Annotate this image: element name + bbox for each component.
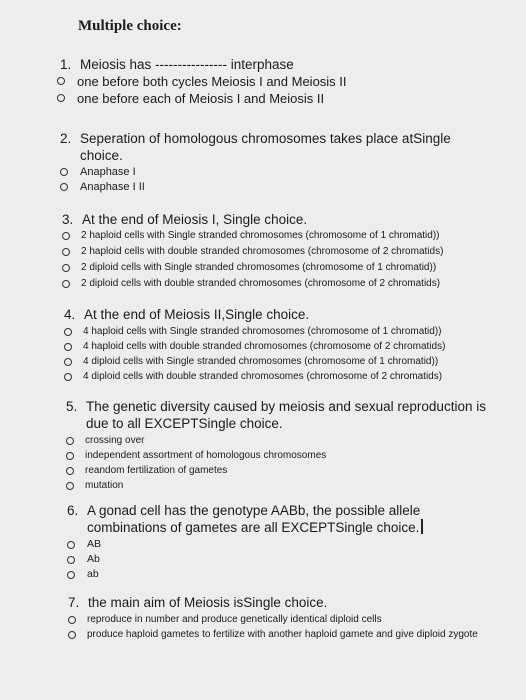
- question-6-stem: [67, 502, 437, 536]
- answer-option[interactable]: [68, 627, 488, 642]
- option-text: mutation: [85, 480, 124, 491]
- question-1-stem: [60, 56, 500, 73]
- radio-bullet-icon[interactable]: [60, 168, 68, 176]
- answer-option[interactable]: [62, 228, 522, 244]
- option-text: Anaphase I: [80, 166, 136, 178]
- question-number: 7.: [68, 595, 80, 610]
- question-4-stem: [64, 306, 522, 323]
- question-number: 2.: [60, 131, 72, 146]
- question-4: [64, 306, 522, 384]
- option-text: 4 haploid cells with double stranded chromosomes (chromosome of 2 chromatids): [83, 341, 446, 352]
- option-text: ab: [87, 568, 99, 580]
- question-5-stem: [66, 398, 498, 432]
- question-text: The genetic diversity caused by meiosis and sexual reproduction is due to all EXCEPTSingle choice.: [86, 399, 486, 431]
- answer-option[interactable]: [66, 478, 498, 493]
- radio-bullet-icon[interactable]: [64, 343, 72, 351]
- question-text: At the end of Meiosis II,Single choice.: [84, 307, 310, 322]
- radio-bullet-icon[interactable]: [66, 437, 74, 445]
- question-number: 5.: [66, 399, 78, 414]
- answer-option[interactable]: [66, 433, 498, 448]
- option-text: 2 haploid cells with Single stranded chromosomes (chromosome of 1 chromatid)): [81, 230, 440, 241]
- radio-bullet-icon[interactable]: [64, 328, 72, 336]
- question-3-stem: [62, 211, 522, 228]
- option-text: Ab: [87, 553, 100, 565]
- question-7-stem: [68, 594, 488, 611]
- option-text: crossing over: [85, 435, 145, 446]
- radio-bullet-icon[interactable]: [57, 77, 65, 85]
- question-3: [62, 211, 522, 292]
- answer-option[interactable]: [60, 165, 470, 180]
- answer-option[interactable]: [62, 260, 522, 276]
- radio-bullet-icon[interactable]: [62, 264, 70, 272]
- option-text: 2 diploid cells with double stranded chromosomes (chromosome of 2 chromatids): [81, 278, 441, 289]
- question-7: [68, 594, 488, 642]
- radio-bullet-icon[interactable]: [62, 232, 70, 240]
- answer-option[interactable]: [66, 448, 498, 463]
- answer-option[interactable]: [67, 552, 437, 567]
- answer-option[interactable]: [64, 324, 522, 339]
- radio-bullet-icon[interactable]: [60, 183, 68, 191]
- option-text: independent assortment of homologous chromosomes: [85, 450, 327, 461]
- radio-bullet-icon[interactable]: [62, 280, 70, 288]
- radio-bullet-icon[interactable]: [68, 616, 76, 624]
- option-text: one before each of Meiosis I and Meiosis II: [77, 91, 325, 106]
- question-text: the main aim of Meiosis isSingle choice.: [88, 595, 328, 610]
- option-text: 4 diploid cells with Single stranded chromosomes (chromosome of 1 chromatid)): [83, 356, 439, 367]
- answer-option[interactable]: [57, 90, 500, 107]
- option-text: 4 diploid cells with double stranded chromosomes (chromosome of 2 chromatids): [83, 371, 443, 382]
- option-text: reandom fertilization of gametes: [85, 465, 228, 476]
- question-2: [60, 130, 470, 195]
- answer-option[interactable]: [62, 276, 522, 292]
- page-heading: Multiple choice:: [78, 18, 182, 34]
- option-text: reproduce in number and produce genetically identical diploid cells: [87, 614, 382, 625]
- radio-bullet-icon[interactable]: [57, 94, 65, 102]
- question-text: Meiosis has ---------------- interphase: [80, 57, 294, 72]
- option-text: 4 haploid cells with Single stranded chromosomes (chromosome of 1 chromatid)): [83, 326, 442, 337]
- question-5: [66, 398, 498, 493]
- answer-option[interactable]: [67, 537, 437, 552]
- question-text: A gonad cell has the genotype AABb, the possible allele combinations of gametes are all EXCEPTSingle choice.: [87, 503, 421, 535]
- answer-option[interactable]: [64, 339, 522, 354]
- radio-bullet-icon[interactable]: [66, 482, 74, 490]
- answer-option[interactable]: [67, 567, 437, 582]
- answer-option[interactable]: [66, 463, 498, 478]
- option-text: produce haploid gametes to fertilize with another haploid gamete and give diploid zygote: [87, 629, 478, 640]
- answer-option[interactable]: [62, 244, 522, 260]
- answer-option[interactable]: [64, 369, 522, 384]
- radio-bullet-icon[interactable]: [66, 467, 74, 475]
- question-text: Seperation of homologous chromosomes takes place atSingle choice.: [80, 131, 451, 163]
- question-number: 3.: [62, 212, 74, 227]
- radio-bullet-icon[interactable]: [67, 571, 75, 579]
- answer-option[interactable]: [64, 354, 522, 369]
- radio-bullet-icon[interactable]: [67, 556, 75, 564]
- text-cursor: [421, 519, 423, 534]
- radio-bullet-icon[interactable]: [68, 631, 76, 639]
- question-text: At the end of Meiosis I, Single choice.: [82, 212, 308, 227]
- question-1: [60, 56, 500, 107]
- option-text: one before both cycles Meiosis I and Meiosis II: [77, 74, 347, 89]
- answer-option[interactable]: [60, 180, 470, 195]
- radio-bullet-icon[interactable]: [67, 541, 75, 549]
- radio-bullet-icon[interactable]: [64, 373, 72, 381]
- option-text: AB: [87, 538, 102, 550]
- question-number: 6.: [67, 503, 79, 518]
- question-2-stem: [60, 130, 470, 164]
- question-6: [67, 502, 437, 582]
- answer-option[interactable]: [68, 612, 488, 627]
- radio-bullet-icon[interactable]: [62, 248, 70, 256]
- option-text: Anaphase I II: [80, 181, 145, 193]
- radio-bullet-icon[interactable]: [66, 452, 74, 460]
- question-number: 4.: [64, 307, 76, 322]
- option-text: 2 haploid cells with double stranded chromosomes (chromosome of 2 chromatids): [81, 246, 444, 257]
- option-text: 2 diploid cells with Single stranded chromosomes (chromosome of 1 chromatid)): [81, 262, 437, 273]
- question-number: 1.: [60, 57, 72, 72]
- radio-bullet-icon[interactable]: [64, 358, 72, 366]
- answer-option[interactable]: [57, 73, 500, 90]
